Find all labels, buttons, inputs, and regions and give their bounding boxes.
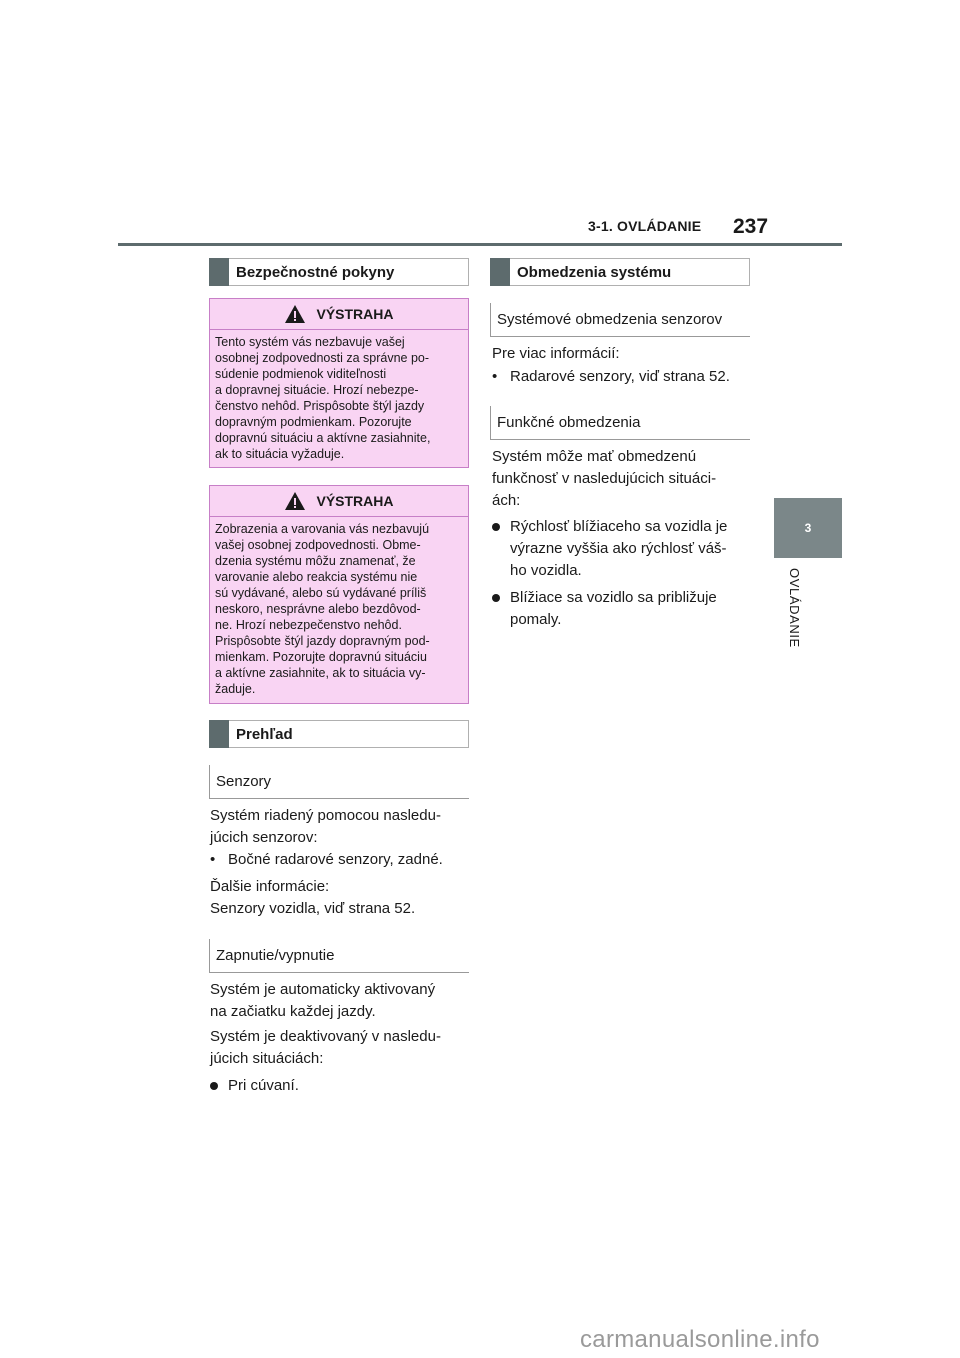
heading-safety: Bezpečnostné pokyny bbox=[209, 258, 469, 286]
bullet-dot-icon bbox=[492, 523, 500, 531]
onoff-paragraph-2: Systém je deaktivovaný v nasledu- júcich situáciách: bbox=[210, 1028, 441, 1067]
section-title: 3-1. OVLÁDANIE bbox=[588, 218, 702, 234]
onoff-bullet: Pri cúvaní. bbox=[210, 1075, 470, 1097]
bullet-dot-icon bbox=[492, 594, 500, 602]
subheading-sensors: Senzory bbox=[209, 765, 469, 799]
heading-marker bbox=[209, 258, 229, 286]
heading-overview: Prehľad bbox=[209, 720, 469, 748]
more-info-paragraph: Ďalšie informácie: Senzory vozidla, viď strana 52. bbox=[210, 878, 416, 917]
subheading-func-limits: Funkčné obmedzenia bbox=[490, 406, 750, 440]
warning-text: Tento systém vás nezbavuje vašej osobnej zodpovednosti za správne po- súdenie podmienok viditeľnosti a dopravnej situácie. Hrozí nebezpe- čenstvo nehôd. Prispôsobte štýl jazdy dopravným podmienkam. Pozorujte dopravnú situáciu a aktívne zasiahnite, ak to situácia vyžaduje. bbox=[215, 335, 431, 461]
sensors-bullet: • Bočné radarové senzory, zadné. bbox=[210, 851, 443, 868]
warning-icon bbox=[284, 304, 306, 324]
subheading-sensor-limits: Systémové obmedzenia senzorov bbox=[490, 303, 750, 337]
warning-icon bbox=[284, 491, 306, 511]
func-paragraph: Systém môže mať obmedzenú funkčnosť v nasledujúcich situáci- ách: bbox=[492, 448, 717, 509]
more-info-label: Pre viac informácií: bbox=[492, 345, 620, 362]
onoff-paragraph-1: Systém je automaticky aktivovaný na začiatku každej jazdy. bbox=[210, 981, 436, 1020]
func-bullet-1: Rýchlosť blížiaceho sa vozidla je výrazne vyššia ako rýchlosť váš- ho vozidla. bbox=[492, 516, 752, 582]
page-number: 237 bbox=[733, 215, 769, 238]
warning-box-1 bbox=[209, 298, 469, 468]
chapter-tab bbox=[774, 498, 842, 558]
heading-limits: Obmedzenia systému bbox=[490, 258, 750, 286]
subheading-onoff: Zapnutie/vypnutie bbox=[209, 939, 469, 973]
warning-box-2 bbox=[209, 485, 469, 704]
watermark: carmanualsonline.info bbox=[580, 1326, 820, 1353]
warning-header: VÝSTRAHA bbox=[210, 486, 468, 517]
heading-marker bbox=[209, 720, 229, 748]
chapter-number: 3 bbox=[804, 521, 812, 535]
func-bullet-2: Blížiace sa vozidlo sa približuje pomaly. bbox=[492, 587, 752, 631]
header-rule bbox=[118, 243, 842, 246]
warning-text: Zobrazenia a varovania vás nezbavujú vašej osobnej zodpovednosti. Obme- dzenia systému môžu znamenať, že varovanie alebo reakcia systému nie sú vydávané, alebo sú vydávané príliš neskoro, nesprávne alebo bezdôvod- ne. Hrozí nebezpečenstvo nehôd. Prispôsobte štýl jazdy dopravným pod- mienkam. Pozorujte dopravnú situáciu a aktívne zasiahnite, ak to situácia vy- žaduje. bbox=[215, 522, 430, 696]
heading-marker bbox=[490, 258, 510, 286]
warning-header: VÝSTRAHA bbox=[210, 299, 468, 330]
more-info-bullet: • Radarové senzory, viď strana 52. bbox=[492, 368, 730, 385]
bullet-dot-icon bbox=[210, 1082, 218, 1090]
sensors-paragraph: Systém riadený pomocou nasledu- júcich senzorov: bbox=[210, 807, 441, 846]
chapter-label: OVLÁDANIE bbox=[787, 568, 802, 648]
